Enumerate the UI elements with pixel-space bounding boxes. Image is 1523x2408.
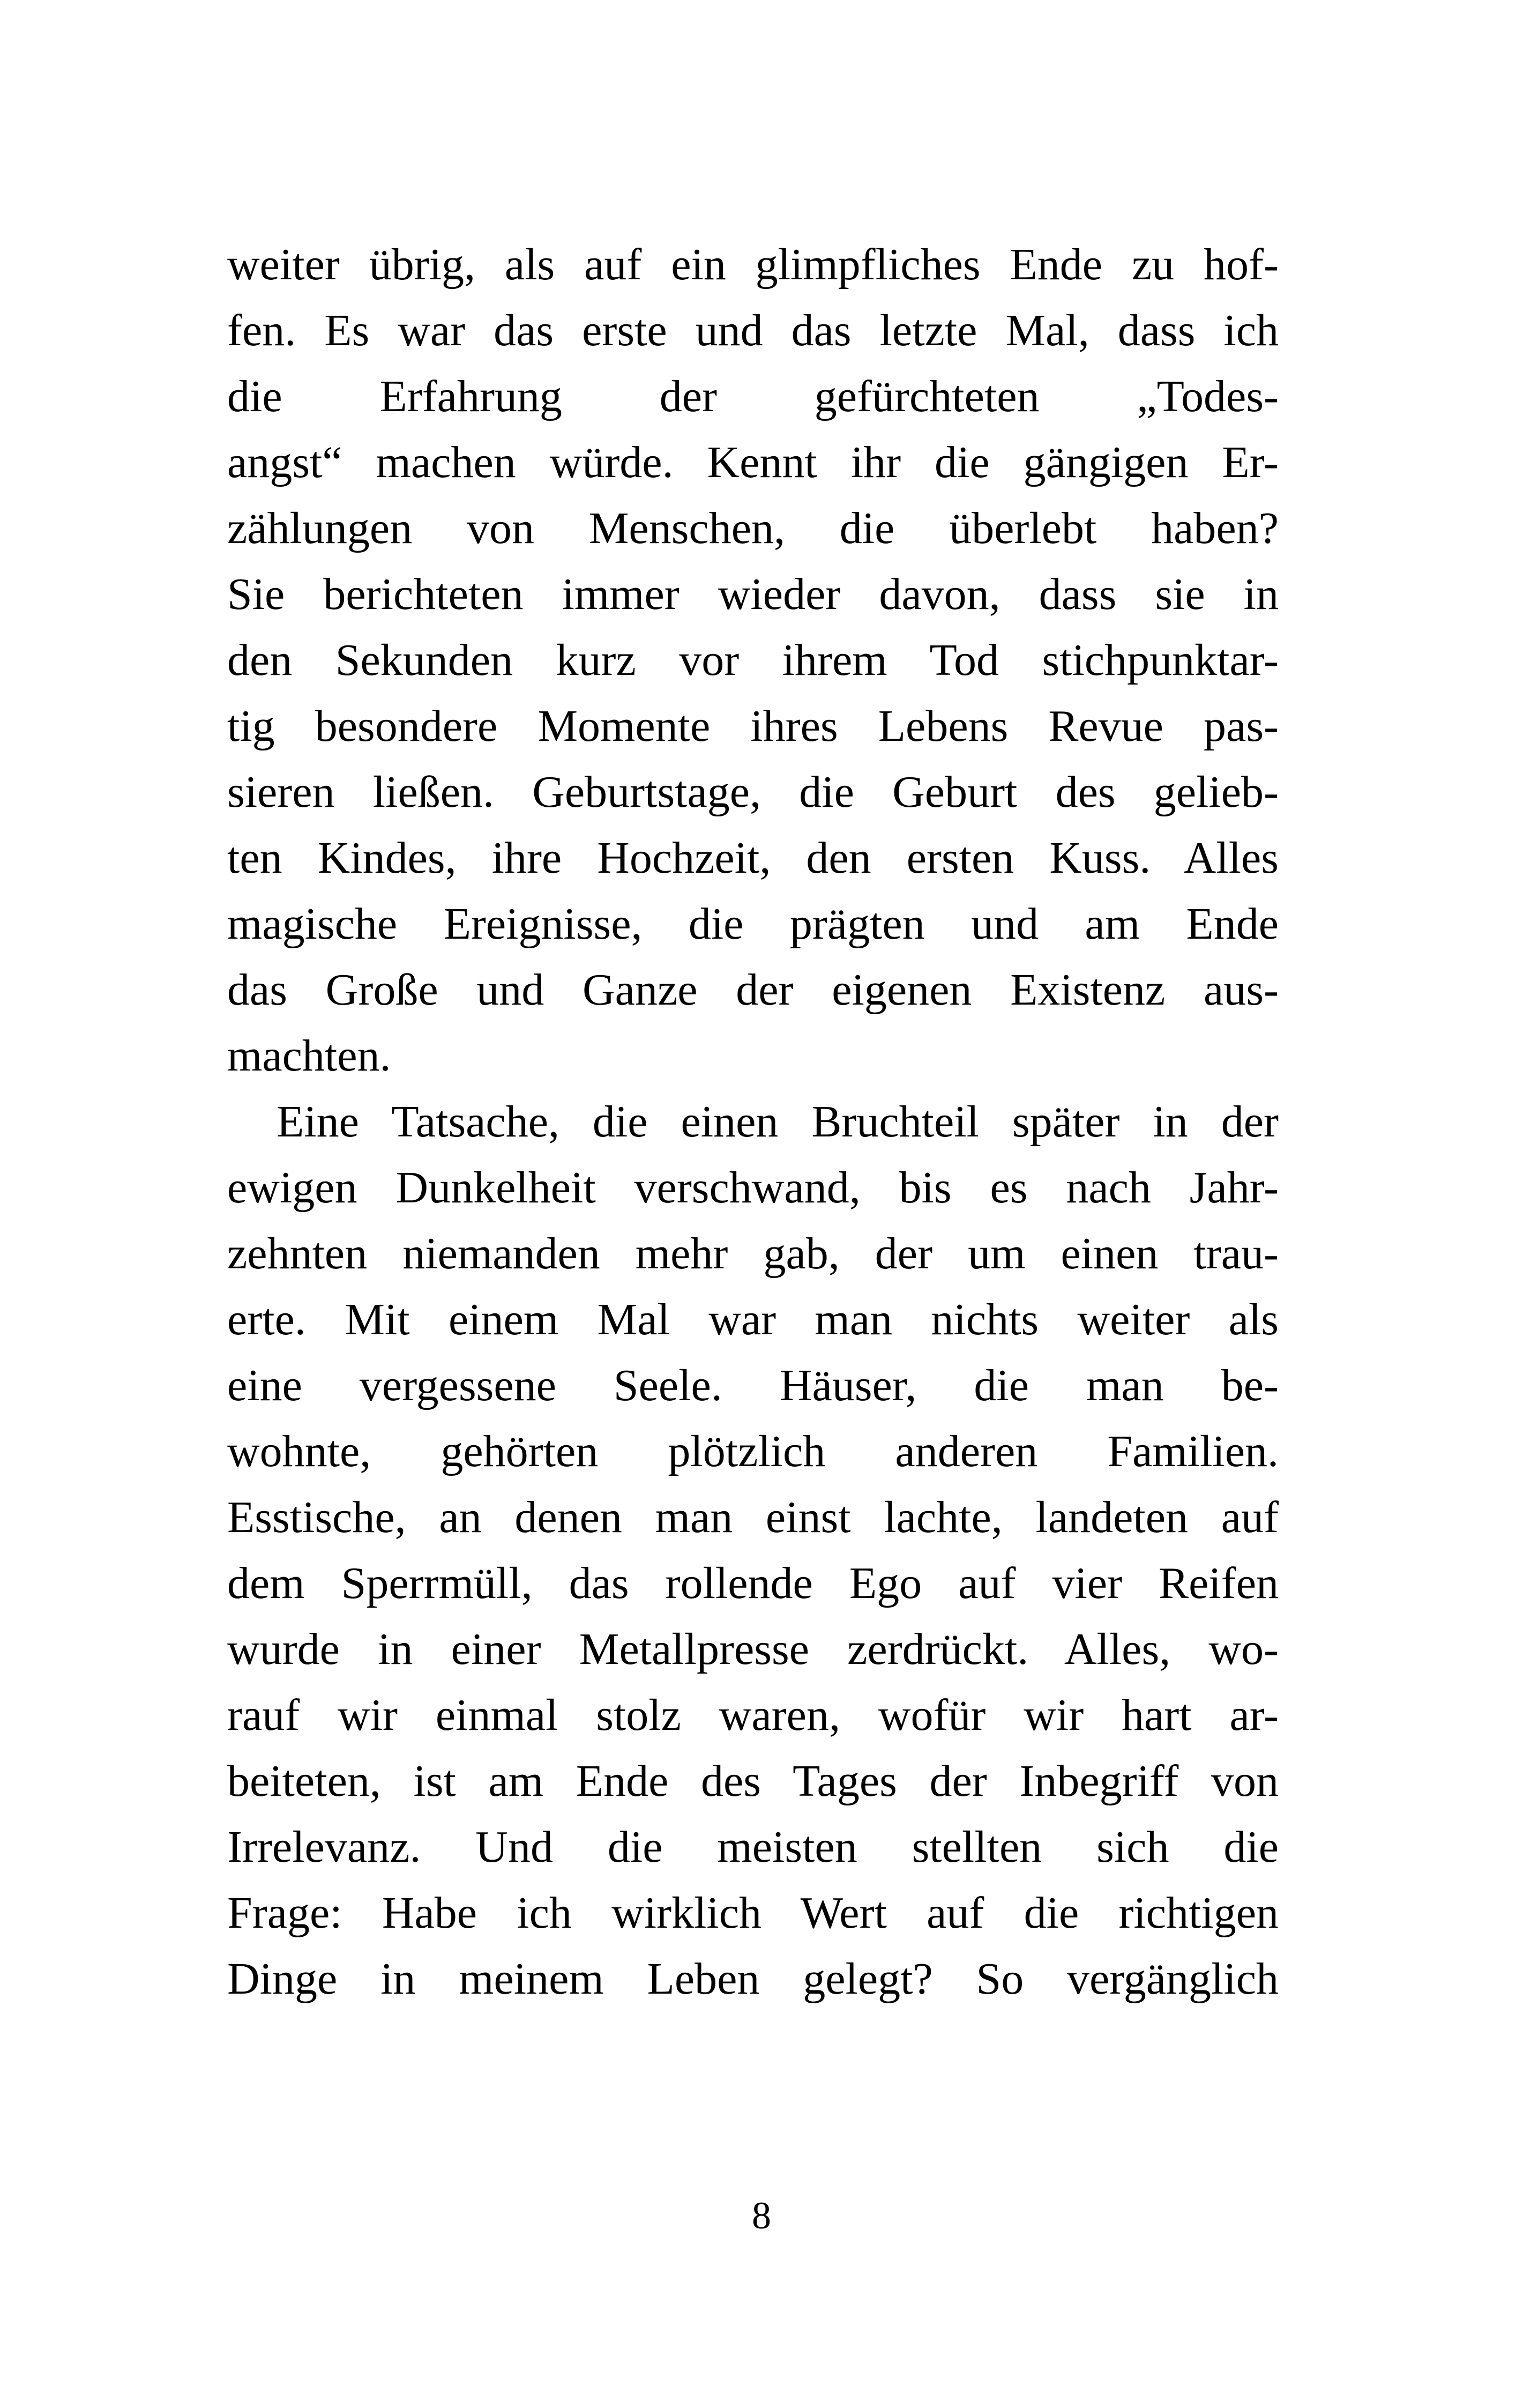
- text-line: wohnte, gehörten plötzlich anderen Familien.: [227, 1426, 1279, 1476]
- page-number: 8: [752, 2194, 771, 2237]
- text-line: rauf wir einmal stolz waren, wofür wir hart ar-: [227, 1690, 1279, 1740]
- text-line: dem Sperrmüll, das rollende Ego auf vier Reifen: [227, 1558, 1279, 1608]
- text-line: weiter übrig, als auf ein glimpfliches Ende zu hof-: [227, 240, 1279, 289]
- text-line: Esstische, an denen man einst lachte, landeten auf: [227, 1492, 1279, 1542]
- text-line: magische Ereignisse, die prägten und am Ende: [227, 899, 1279, 949]
- text-line: eine vergessene Seele. Häuser, die man be-: [227, 1361, 1279, 1410]
- text-line: zählungen von Menschen, die überlebt haben?: [227, 503, 1279, 553]
- text-line: Irrelevanz. Und die meisten stellten sich die: [227, 1822, 1279, 1872]
- text-line: erte. Mit einem Mal war man nichts weiter als: [227, 1295, 1279, 1344]
- text-line: sieren ließen. Geburtstage, die Geburt des gelieb-: [227, 767, 1279, 817]
- text-line: die Erfahrung der gefürchteten „Todes-: [227, 371, 1279, 421]
- text-line: ewigen Dunkelheit verschwand, bis es nach Jahr-: [227, 1163, 1279, 1213]
- text-line: das Große und Ganze der eigenen Existenz aus-: [227, 965, 1279, 1015]
- text-line: ten Kindes, ihre Hochzeit, den ersten Kuss. Alles: [227, 833, 1279, 883]
- text-line: zehnten niemanden mehr gab, der um einen trau-: [227, 1229, 1279, 1279]
- paragraph-end-line: machten.: [227, 1031, 391, 1081]
- text-line: Dinge in meinem Leben gelegt? So vergänglich: [227, 1954, 1279, 2004]
- text-line: Sie berichteten immer wieder davon, dass sie in: [227, 569, 1279, 619]
- text-line: angst“ machen würde. Kennt ihr die gängigen Er-: [227, 437, 1279, 487]
- body-text: [227, 232, 1279, 2012]
- text-line: Frage: Habe ich wirklich Wert auf die richtigen: [227, 1888, 1279, 1938]
- text-line: den Sekunden kurz vor ihrem Tod stichpunktar-: [227, 635, 1279, 685]
- paragraph-start-line: Eine Tatsache, die einen Bruchteil später in der: [277, 1097, 1279, 1147]
- text-line: wurde in einer Metallpresse zerdrückt. Alles, wo-: [227, 1624, 1279, 1674]
- text-line: tig besondere Momente ihres Lebens Revue pas-: [227, 701, 1279, 751]
- text-line: fen. Es war das erste und das letzte Mal, dass ich: [227, 306, 1279, 355]
- text-line: beiteten, ist am Ende des Tages der Inbegriff von: [227, 1756, 1279, 1806]
